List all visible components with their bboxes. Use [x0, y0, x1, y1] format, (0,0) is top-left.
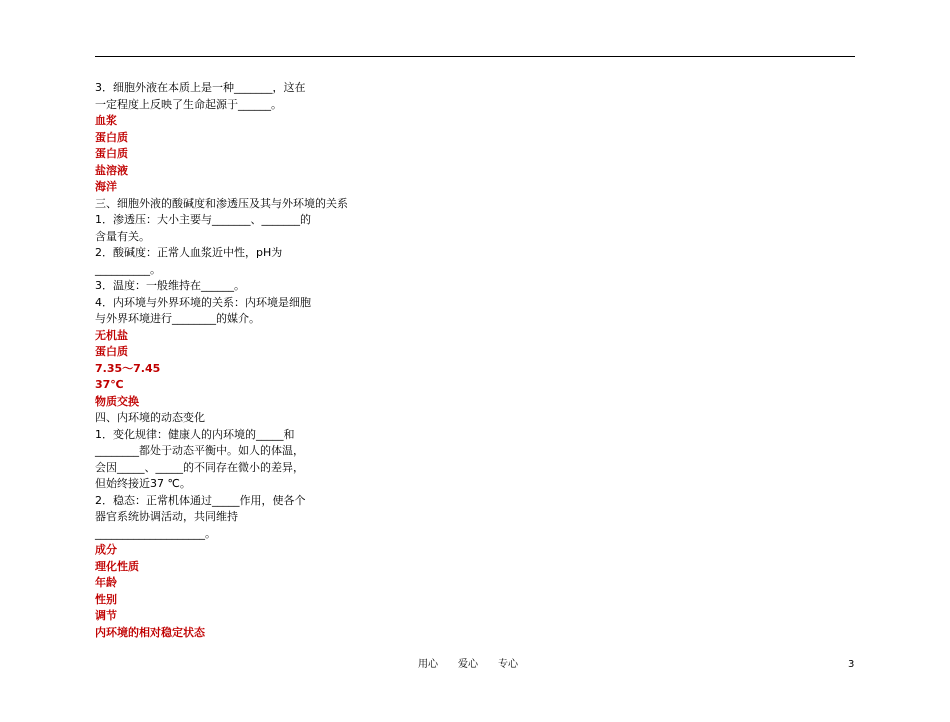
answer-line: 血浆 [95, 114, 117, 127]
answer-line: 7.35～7.45 [95, 361, 161, 375]
question-line: 2．稳态：正常机体通过_____作用，使各个 [95, 493, 306, 507]
section-heading: 三、细胞外液的酸碱度和渗透压及其与外环境的关系 [95, 196, 348, 210]
answer-line: 性别 [95, 592, 117, 606]
answer-line: 理化性质 [95, 559, 139, 573]
answer-line: 盐溶液 [95, 163, 128, 177]
answer-line: 蛋白质 [95, 147, 128, 160]
answer-line: 物质交换 [95, 394, 139, 408]
answer-line: 蛋白质 [95, 130, 128, 144]
page-footer [0, 658, 950, 672]
question-line: 但始终接近37 ℃。 [95, 477, 191, 490]
answer-line: 海洋 [95, 180, 117, 193]
question-line: 会因_____、_____的不同存在微小的差异， [95, 460, 304, 474]
question-line: 3．温度：一般维持在______。 [95, 279, 245, 292]
question-line: 一定程度上反映了生命起源于______。 [95, 97, 282, 111]
question-line: 3．细胞外液在本质上是一种_______，这在 [95, 81, 306, 94]
footer-slogan: 用心 爱心 专心 [418, 659, 518, 670]
answer-line: 37℃ [95, 378, 124, 391]
answer-line: 成分 [95, 543, 117, 556]
page-number: 3 [848, 659, 855, 670]
question-line: 与外界环境进行________的媒介。 [95, 312, 260, 325]
answer-line: 内环境的相对稳定状态 [95, 625, 205, 639]
question-line: 器官系统协调活动，共同维持 [95, 510, 238, 523]
section-heading: 四、内环境的动态变化 [95, 411, 205, 424]
answer-line: 无机盐 [95, 328, 128, 342]
question-line: 4．内环境与外界环境的关系：内环境是细胞 [95, 295, 311, 309]
question-line: ________都处于动态平衡中。如人的体温， [95, 444, 304, 457]
question-line: ____________________。 [95, 526, 216, 540]
question-line: __________。 [95, 262, 161, 276]
answer-line: 蛋白质 [95, 345, 128, 358]
answer-line: 年龄 [95, 576, 117, 589]
answer-line: 调节 [95, 609, 117, 622]
question-line: 1．变化规律：健康人的内环境的_____和 [95, 427, 295, 441]
document-body [95, 80, 495, 641]
header-rule [95, 56, 855, 57]
question-line: 含量有关。 [95, 229, 150, 243]
question-line: 1．渗透压：大小主要与_______、_______的 [95, 213, 311, 226]
question-line: 2．酸碱度：正常人血浆近中性，pH为 [95, 246, 283, 259]
